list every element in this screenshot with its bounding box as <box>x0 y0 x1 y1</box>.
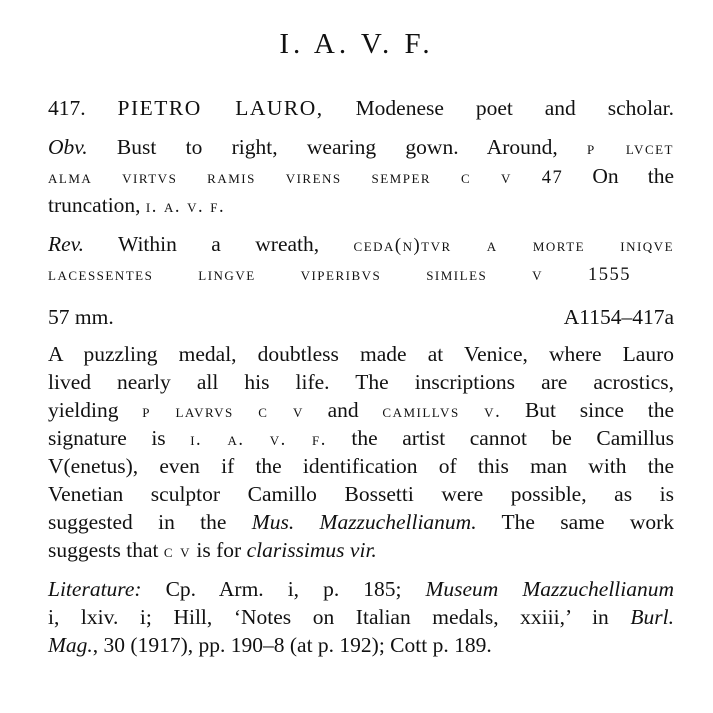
commentary-line-7 <box>48 508 674 536</box>
obverse-line-2 <box>48 162 674 192</box>
obverse-signature: i. a. v. f. <box>145 197 226 217</box>
size-ref-line <box>48 303 674 331</box>
commentary-text-2: lived nearly all his life. The inscriptions are acrostics, <box>48 370 674 394</box>
reverse-inscription-2: lacessentes lingve viperibvs similes v 1555 <box>48 265 631 285</box>
commentary-line-6 <box>48 480 674 508</box>
commentary-line-8 <box>48 536 674 566</box>
reverse-line-1 <box>48 230 674 260</box>
page-heading: I. A. V. F. <box>279 28 434 60</box>
obverse-text-3: truncation, <box>48 193 141 217</box>
commentary-text-4c: the artist cannot be Camillus <box>351 426 675 450</box>
commentary-text-8a: suggests that <box>48 538 159 562</box>
commentary-text-1: A puzzling medal, doubtless made at Venice, where Lauro <box>48 342 674 366</box>
acrostic-lavrvs: p lavrvs c v <box>142 402 304 422</box>
obverse-line-3 <box>48 191 674 221</box>
literature-text-2a: i, lxiv. i; Hill, ‘Notes on Italian medals, xxiii,’ in <box>48 605 609 629</box>
commentary-text-3e: But since the <box>524 398 674 422</box>
literature-mag: Mag. <box>48 633 93 657</box>
commentary-clarissimus: clarissimus vir. <box>246 538 377 562</box>
commentary-text-7c: The same work <box>501 510 674 534</box>
commentary-signature: i. a. v. f. <box>190 430 327 450</box>
commentary-text-6: Venetian sculptor Camillo Bossetti were possible, as is <box>48 482 674 506</box>
commentary-text-3a: yielding <box>48 398 119 422</box>
commentary-line-1 <box>48 340 674 368</box>
obverse-inscription-2: alma virtvs ramis virens semper c v 47 <box>48 168 564 188</box>
entry-name: PIETRO LAURO, <box>117 96 324 120</box>
acrostic-camillvs: camillvs v. <box>382 402 502 422</box>
catalogue-reference: A1154–417a <box>563 305 674 329</box>
commentary-text-8c: is for <box>196 538 242 562</box>
literature-museum-title: Museum Mazzuchellianum <box>425 577 675 601</box>
obverse-label: Obv. <box>48 135 88 159</box>
obverse-text-2: On the <box>592 164 675 188</box>
literature-line-1 <box>48 575 674 603</box>
commentary-text-7a: suggested in the <box>48 510 227 534</box>
commentary-text-4a: signature is <box>48 426 166 450</box>
obverse-text-1: Bust to right, wearing gown. Around, <box>116 135 558 159</box>
entry-title <box>48 94 674 122</box>
commentary-line-5 <box>48 452 674 480</box>
commentary-text-3c: and <box>327 398 359 422</box>
literature-text-1a: Cp. Arm. i, p. 185; <box>165 577 402 601</box>
entry-number: 417. <box>48 96 86 120</box>
obverse-line-1 <box>48 133 674 163</box>
obverse-inscription-1: p lvcet <box>587 139 675 159</box>
literature-burl: Burl. <box>630 605 674 629</box>
reverse-label: Rev. <box>48 232 84 256</box>
commentary-cv: c v <box>163 542 192 562</box>
reverse-text-1: Within a wreath, <box>118 232 320 256</box>
literature-line-3 <box>48 631 674 659</box>
commentary-line-3 <box>48 396 674 426</box>
reverse-inscription-1: ceda(n)tvr a morte iniqve <box>353 236 675 256</box>
literature-label: Literature: <box>48 577 142 601</box>
literature-text-3b: , 30 (1917), pp. 190–8 (at p. 192); Cott p. 189. <box>92 633 492 657</box>
literature-line-2 <box>48 603 674 631</box>
commentary-source-title: Mus. Mazzuchellianum. <box>251 510 477 534</box>
commentary-line-2 <box>48 368 674 396</box>
medal-size: 57 mm. <box>48 305 114 329</box>
reverse-line-2 <box>48 259 631 289</box>
commentary-line-4 <box>48 424 674 454</box>
entry-description: Modenese poet and scholar. <box>355 96 674 120</box>
commentary-text-5: V(enetus), even if the identification of this man with the <box>48 454 674 478</box>
